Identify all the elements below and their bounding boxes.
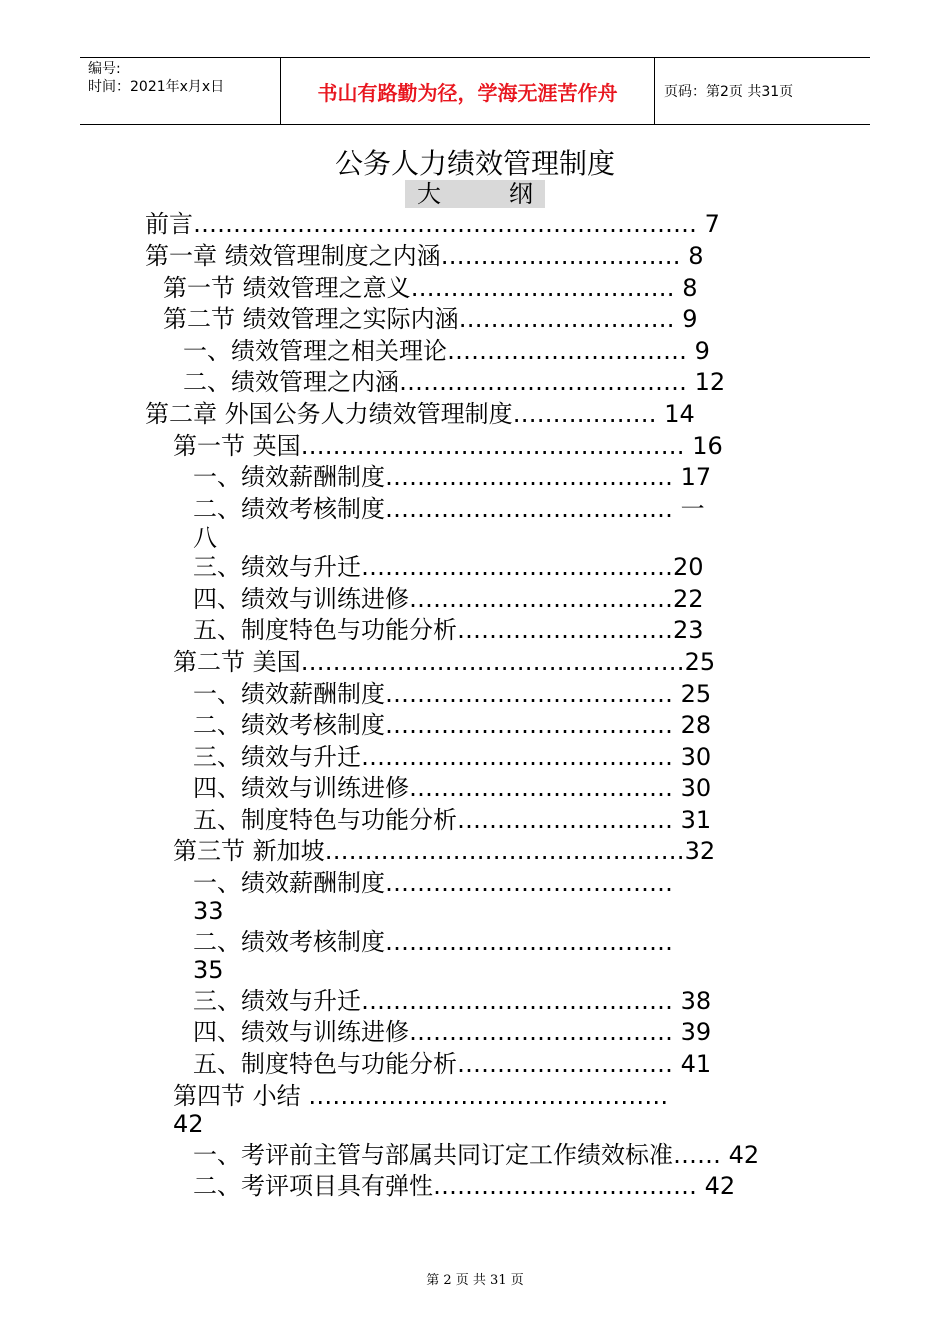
toc-entry: 33: [193, 897, 224, 925]
toc-entry: 一、绩效薪酬制度………………………………: [193, 869, 673, 897]
doc-meta: [80, 58, 281, 124]
document-title: 公务人力绩效管理制度: [334, 147, 615, 180]
toc-entry: 三、绩效与升迁…………………………………20: [193, 553, 704, 581]
number-label: 编号:: [88, 61, 121, 77]
toc-entry: 35: [193, 956, 224, 984]
toc-entry: 四、绩效与训练进修…………………………… 39: [193, 1018, 712, 1046]
motto: 书山有路勤为径，学海无涯苦作舟: [281, 58, 655, 124]
toc-entry: 第二节 美国…………………………………………25: [173, 648, 716, 676]
outline-heading-char-2: 纲: [509, 180, 533, 208]
time-label: 时间：2021年x月x日: [88, 79, 225, 95]
toc-entry: 八: [193, 524, 217, 552]
toc-entry: 三、绩效与升迁………………………………… 30: [193, 743, 712, 771]
toc-entry: 三、绩效与升迁………………………………… 38: [193, 987, 712, 1015]
toc-entry: 二、考评项目具有弹性…………………………… 42: [193, 1172, 736, 1200]
toc-entry: 五、制度特色与功能分析……………………… 41: [193, 1050, 712, 1078]
toc-entry: 第二章 外国公务人力绩效管理制度……………… 14: [145, 400, 695, 428]
toc-entry: 一、绩效薪酬制度……………………………… 25: [193, 680, 712, 708]
toc-entry: 二、绩效考核制度………………………………: [193, 928, 673, 956]
outline-heading-char-1: 大: [417, 180, 441, 208]
toc-entry: 二、绩效管理之内涵……………………………… 12: [183, 368, 726, 396]
toc-entry: 一、绩效管理之相关理论………………………… 9: [183, 337, 710, 365]
outline-heading: [405, 180, 545, 208]
toc-entry: 一、绩效薪酬制度……………………………… 17: [193, 463, 712, 491]
toc-entry: 二、绩效考核制度……………………………… 28: [193, 711, 712, 739]
toc-entry: 第三节 新加坡………………………………………32: [173, 837, 716, 865]
toc-entry: 五、制度特色与功能分析……………………… 31: [193, 806, 712, 834]
toc-entry: 第一节 绩效管理之意义…………………………… 8: [163, 274, 698, 302]
page-info: 页码：第2页 共31页: [664, 84, 794, 100]
page-footer: 第 2 页 共 31 页: [426, 1273, 524, 1288]
toc-entry: 四、绩效与训练进修…………………………… 30: [193, 774, 712, 802]
toc-entry: 前言……………………………………………………… 7: [145, 210, 720, 238]
toc-entry: 二、绩效考核制度……………………………… 一: [193, 495, 705, 523]
toc-entry: 第二节 绩效管理之实际内涵……………………… 9: [163, 305, 698, 333]
page-header: [80, 57, 870, 125]
toc-entry: 第一章 绩效管理制度之内涵………………………… 8: [145, 242, 704, 270]
toc-entry: 第四节 小结 ………………………………………: [173, 1082, 669, 1110]
toc-entry: 一、考评前主管与部属共同订定工作绩效标准…… 42: [193, 1141, 760, 1169]
toc-entry: 四、绩效与训练进修……………………………22: [193, 585, 704, 613]
toc-entry: 第一节 英国………………………………………… 16: [173, 432, 723, 460]
toc-entry: 五、制度特色与功能分析………………………23: [193, 616, 704, 644]
toc-entry: 42: [173, 1110, 204, 1138]
